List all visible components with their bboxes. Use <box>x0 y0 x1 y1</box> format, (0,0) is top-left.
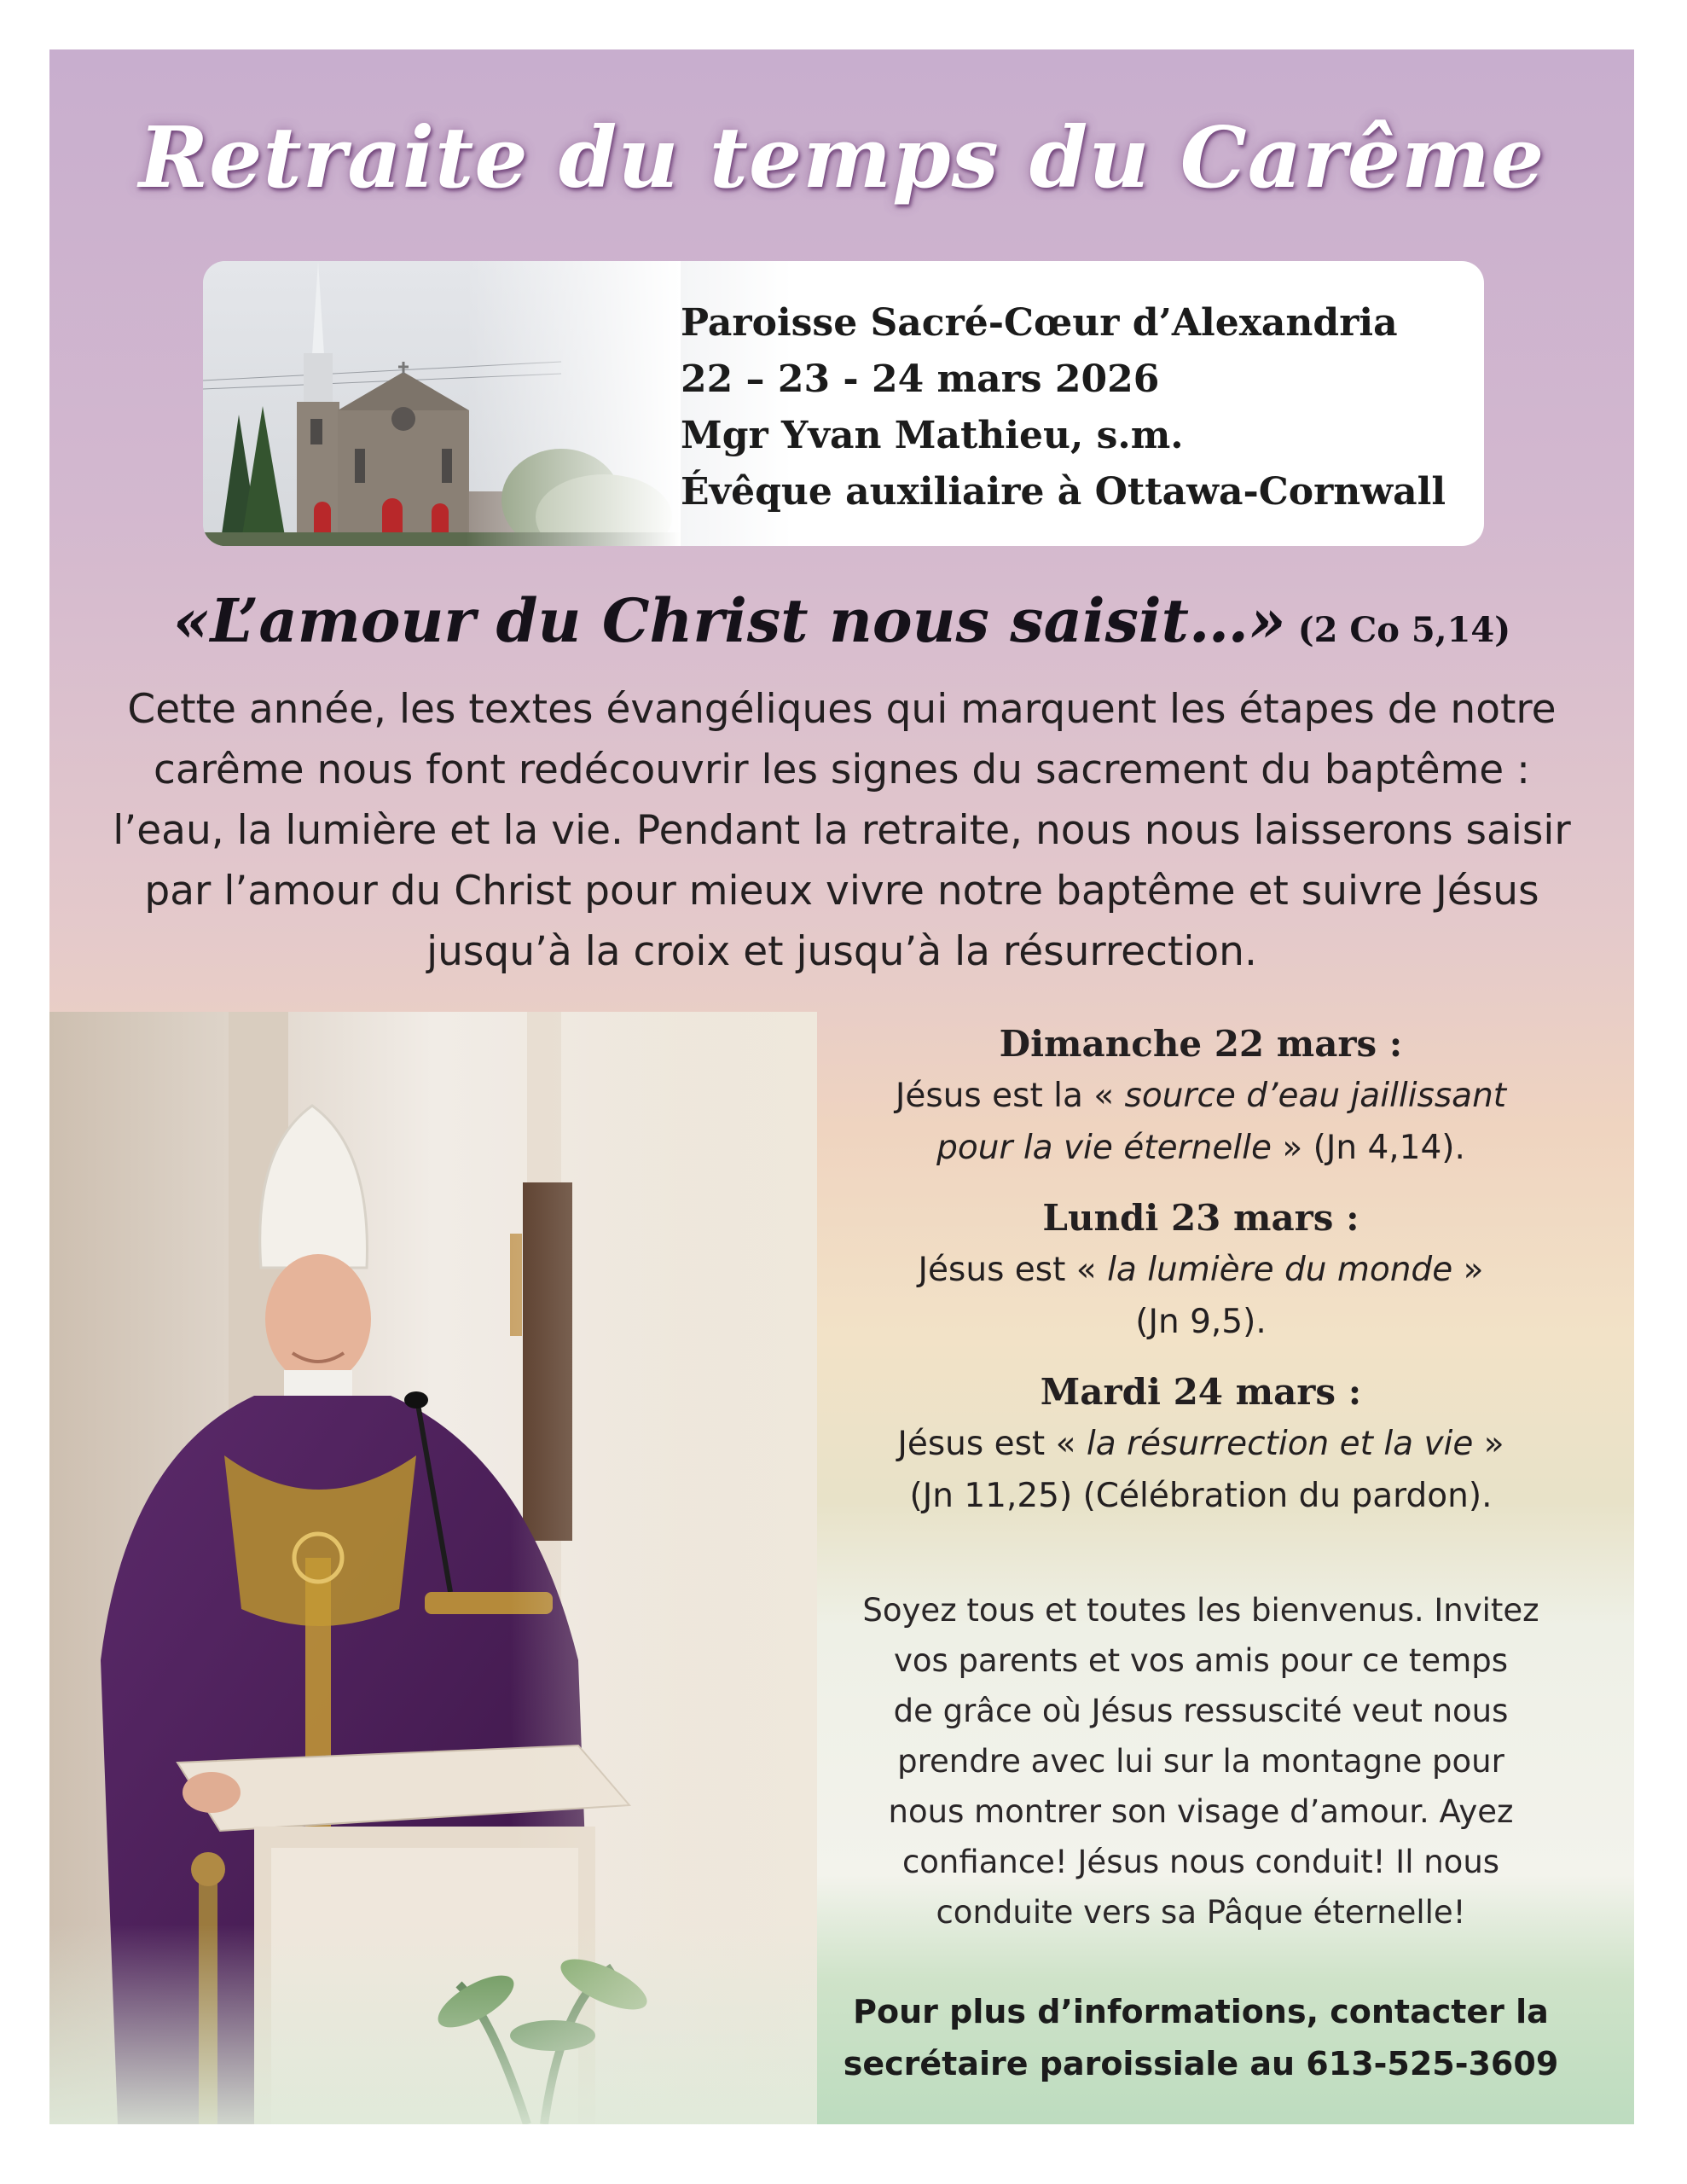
welcome-paragraph <box>817 1585 1585 1937</box>
contact-line: Pour plus d’informations, contacter la <box>853 1993 1549 2030</box>
day-text: (Jn 9,5). <box>1135 1303 1267 1341</box>
day-title: Lundi 23 mars : <box>1042 1197 1359 1239</box>
event-info <box>681 295 1446 520</box>
day-text-part: » (Jn 4,14). <box>1271 1129 1465 1167</box>
preacher-role: Évêque auxiliaire à Ottawa-Cornwall <box>681 470 1446 514</box>
intro-line: par l’amour du Christ pour mieux vivre notre baptême et suivre Jésus <box>144 868 1539 915</box>
welcome-line: prendre avec lui sur la montagne pour <box>897 1743 1504 1780</box>
day-text-part: » <box>1452 1251 1484 1289</box>
quote-reference: (2 Co 5,14) <box>1297 610 1511 650</box>
info-card <box>203 261 1484 546</box>
parish-name: Paroisse Sacré-Cœur d’Alexandria <box>681 301 1398 345</box>
welcome-line: de grâce où Jésus ressuscité veut nous <box>893 1693 1509 1729</box>
day-text <box>817 1070 1585 1122</box>
day-text-italic: la résurrection et la vie <box>1086 1425 1474 1463</box>
quote-text: «L’amour du Christ nous saisit…» <box>172 585 1286 656</box>
preacher-name: Mgr Yvan Mathieu, s.m. <box>681 414 1184 457</box>
contact-phone-line: secrétaire paroissiale au 613-525-3609 <box>843 2045 1559 2082</box>
intro-paragraph <box>101 679 1583 982</box>
flyer-page <box>49 49 1634 2124</box>
day-text <box>817 1122 1585 1174</box>
day-text <box>817 1244 1585 1296</box>
intro-line: Cette année, les textes évangéliques qui marquent les étapes de notre <box>127 686 1557 733</box>
intro-line: carême nous font redécouvrir les signes du sacrement du baptême : <box>153 746 1531 793</box>
schedule-day <box>817 1367 1585 1522</box>
event-dates: 22 – 23 - 24 mars 2026 <box>681 357 1160 401</box>
day-text-italic: la lumière du monde <box>1107 1251 1453 1289</box>
contact-info <box>817 1986 1585 2090</box>
retreat-schedule <box>817 1019 1585 1541</box>
scripture-quote <box>49 585 1634 656</box>
day-text-part: Jésus est « <box>897 1425 1087 1463</box>
bishop-photo <box>49 1012 817 2124</box>
day-text-part: Jésus est « <box>918 1251 1108 1289</box>
day-text-italic: pour la vie éternelle <box>936 1129 1272 1167</box>
intro-line: jusqu’à la croix et jusqu’à la résurrection. <box>426 928 1257 975</box>
welcome-line: vos parents et vos amis pour ce temps <box>893 1642 1509 1679</box>
day-text: (Jn 11,25) (Célébration du pardon). <box>909 1477 1493 1515</box>
day-text-italic: source d’eau jaillissant <box>1124 1077 1507 1115</box>
schedule-day <box>817 1193 1585 1348</box>
flyer-title: Retraite du temps du Carême <box>138 109 1545 207</box>
welcome-line: Soyez tous et toutes les bienvenus. Invitez <box>862 1592 1539 1629</box>
day-text-part: » <box>1473 1425 1504 1463</box>
welcome-line: confiance! Jésus nous conduit! Il nous <box>901 1844 1500 1880</box>
day-text-part: Jésus est la « <box>895 1077 1125 1115</box>
church-photo <box>203 261 681 546</box>
intro-line: l’eau, la lumière et la vie. Pendant la retraite, nous nous laisserons saisir <box>113 807 1571 854</box>
welcome-line: nous montrer son visage d’amour. Ayez <box>888 1793 1514 1830</box>
day-text <box>817 1418 1585 1470</box>
welcome-line: conduite vers sa Pâque éternelle! <box>936 1894 1466 1931</box>
day-title: Mardi 24 mars : <box>1040 1371 1362 1413</box>
schedule-day <box>817 1019 1585 1174</box>
day-title: Dimanche 22 mars : <box>999 1023 1403 1065</box>
